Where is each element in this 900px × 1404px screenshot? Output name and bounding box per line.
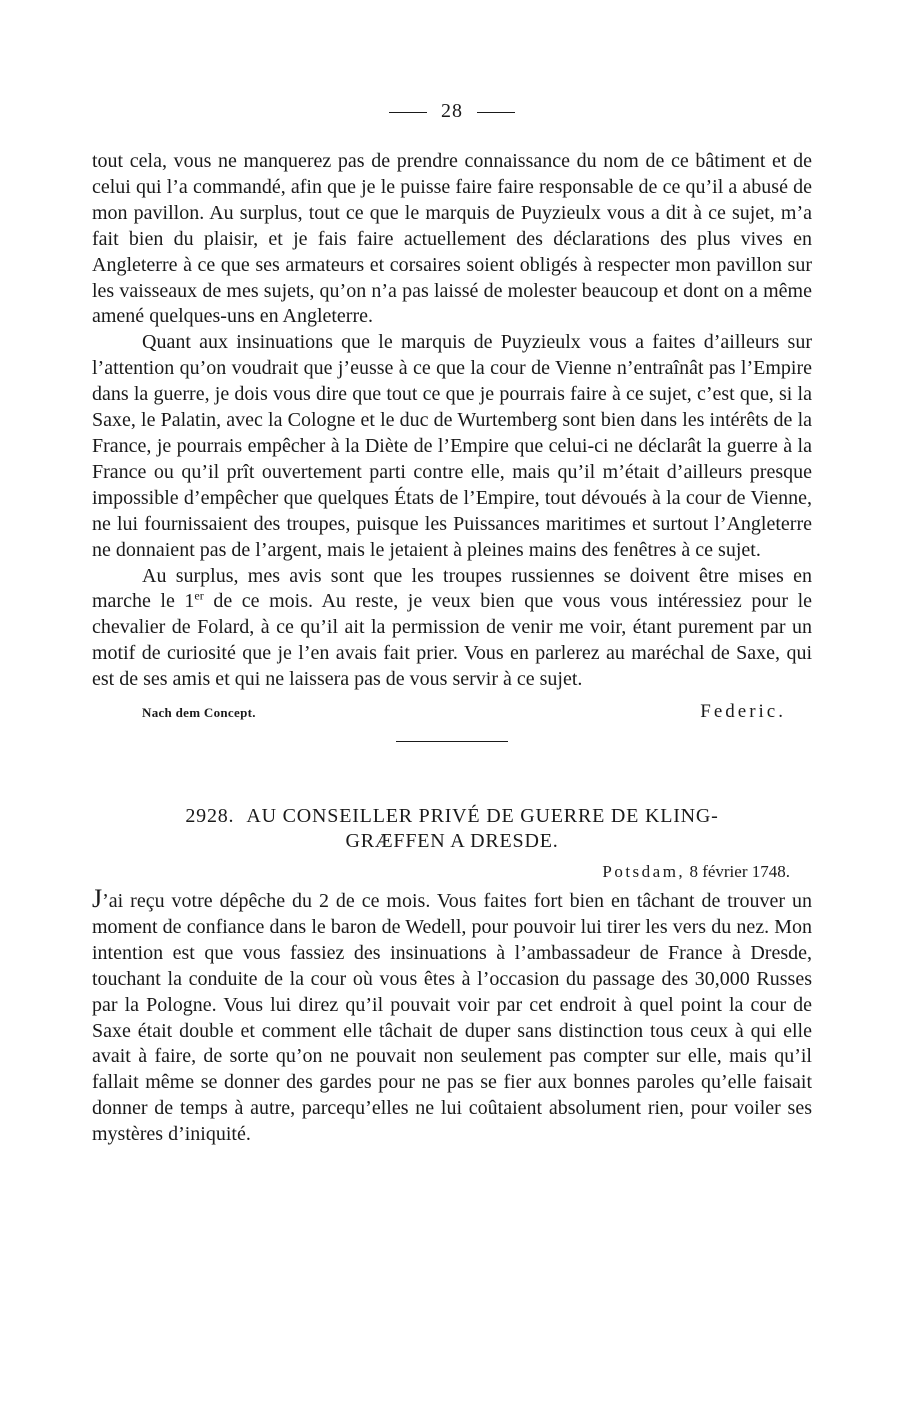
paragraph-3-before: Au surplus, mes avis sont que les troupes russiennes se doivent être mises en marche le 1	[92, 564, 812, 613]
document-page	[92, 100, 812, 1148]
letter-number: 2928.	[185, 805, 235, 828]
signature-row	[92, 701, 812, 723]
section-separator	[396, 741, 508, 742]
source-note: Nach dem Concept.	[142, 705, 256, 721]
dateline	[92, 862, 812, 882]
letter-heading-line2: GRÆFFEN A DRESDE.	[345, 830, 559, 853]
paragraph-continued-2: Quant aux insinuations que le marquis de Puyzieulx vous a faites d’ailleurs sur l’attention qu’on voudrait que j’eusse à ce que la cour de Vienne n’entraînât pas l’Empire dans la guerre, je dois vous dire que tout ce que je pourrais faire à ce sujet, c’est que, si la Saxe, le Palatin, avec la Cologne et le duc de Wurtemberg sont bien dans les intérêts de la France, je pourrais empêcher à la Diète de l’Empire que celui-ci ne déclarât la guerre à la France ou qu’il prît ouvertement parti contre elle, mais qu’il m’était d’ailleurs presque impossible d’empêcher que quelques États de l’Empire, tout dévoués à la cour de Vienne, ne lui fournissaient des troupes, puisque les Puissances maritimes et surtout l’Angleterre ne donnaient pas de l’argent, mais le jetaient à pleines mains des fenêtres à ce sujet.	[92, 331, 812, 561]
letter-initial: J	[92, 884, 103, 914]
paragraph-continued-1: tout cela, vous ne manquerez pas de prendre connaissance du nom de ce bâtiment et de celui qui l’a commandé, afin que je le puisse faire faire responsable de ce qu’il a abusé de mon pavillon. Au surplus, tout ce que le marquis de Puyzieulx vous a dit à ce sujet, m’a fait bien du plaisir, et je fais faire actuellement des déclarations des plus vives en Angleterre à ce que ses armateurs et corsaires soient obligés à respecter mon pavillon sur les vaisseaux de mes sujets, qu’on n’a pas laissé de molester beaucoup et dont on a même amené quelques-uns en Angleterre.	[92, 150, 812, 328]
letter-body-text: ’ai reçu votre dépêche du 2 de ce mois. Vous faites fort bien en tâchant de trouver un moment de confiance dans le baron de Wedell, pour pouvoir lui tirer les vers du nez. Mon intention est que vous fassiez des insinuations à l’ambassadeur de France à Dresde, touchant la conduite de la cour où vous êtes à l’occasion du passage des 30,000 Russes par la Pologne. Vous lui direz qu’il pouvait voir par cet endroit à quel point la cour de Saxe était double et comment elle tâchait de duper sans distinction tous ceux à qui elle avait à faire, de sorte qu’on ne pouvait non seulement pas compter sur elle, mais qu’il fallait même se donner des gardes pour ne pas se fier aux bonnes paroles qu’elle faisait donner de temps à autre, parcequ’elles ne lui coûtaient absolument rien, pour voiler ses mystères d’iniquité.	[92, 890, 812, 1146]
dateline-place: Potsdam,	[602, 862, 686, 882]
dateline-date: 8 février 1748.	[689, 862, 790, 882]
letter-heading	[92, 804, 812, 854]
ordinal-superscript: er	[194, 588, 204, 603]
letter-heading-line1: AU CONSEILLER PRIVÉ DE GUERRE DE KLING-	[246, 805, 719, 828]
header-dash-right	[477, 112, 515, 113]
page-number: 28	[441, 100, 463, 122]
paragraph-3-after: de ce mois. Au reste, je veux bien que vous vous intéressiez pour le chevalier de Folard, à ce qu’il ait la permission de venir me voir, étant purement par un motif de curiosité que je l’en avais fait prier. Vous en parlerez au maréchal de Saxe, qui est de ses amis et qui ne laissera pas de vous servir à ce sujet.	[92, 590, 812, 691]
signature: Federic.	[700, 701, 786, 723]
letter-body	[92, 886, 812, 1148]
page-number-header	[92, 100, 812, 123]
paragraph-continued-3	[92, 564, 812, 694]
header-dash-left	[389, 112, 427, 113]
